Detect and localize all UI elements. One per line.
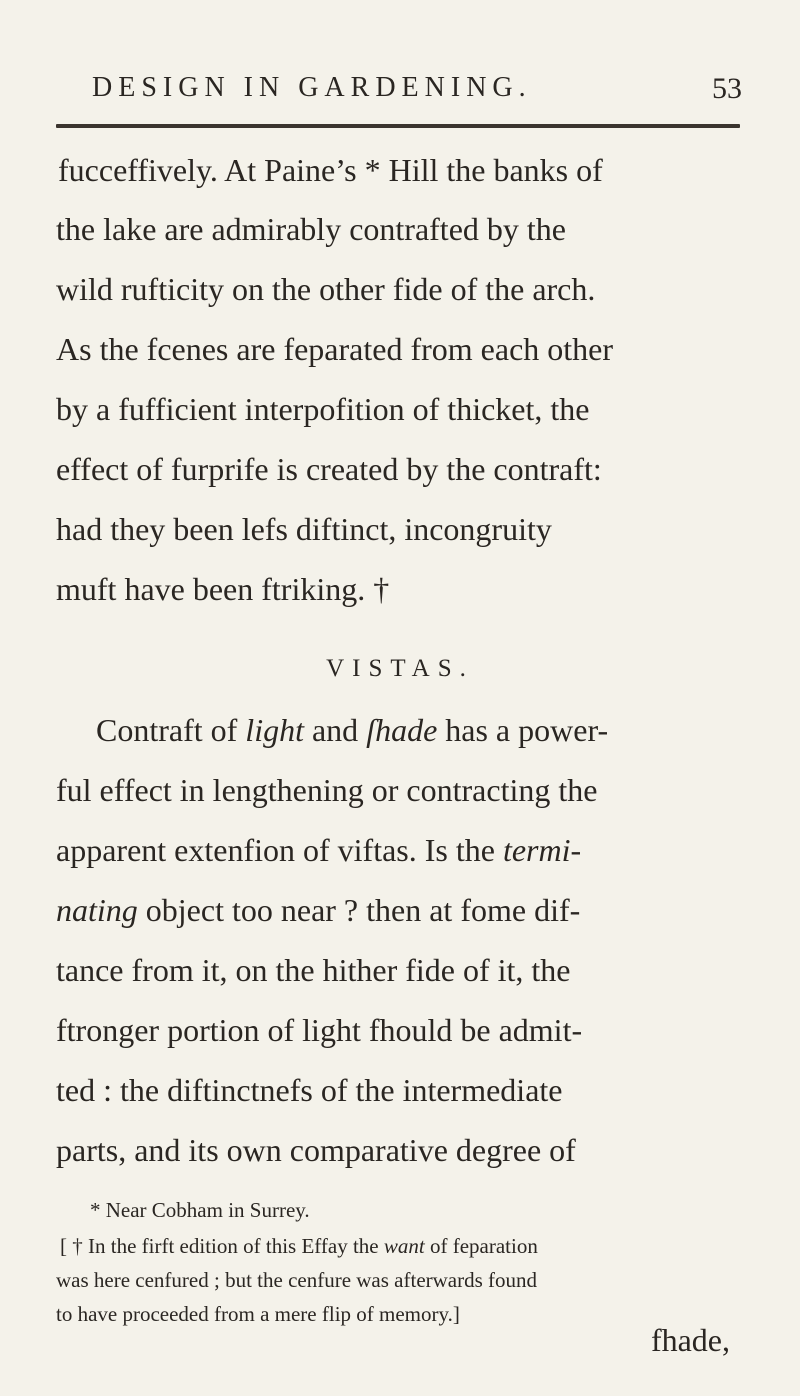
text-run: object too near ? then at fome dif- [137, 892, 581, 928]
page-number: 53 [712, 72, 742, 105]
italic-text: ſhade [366, 712, 438, 748]
section-line [56, 770, 597, 810]
text-run: Contraft of [96, 712, 246, 748]
text-run: * Near Cobham in Surrey. [90, 1198, 310, 1222]
section-line [56, 830, 581, 870]
header-rule [56, 124, 740, 128]
italic-text: nating [56, 892, 138, 928]
section-line [56, 1070, 562, 1110]
body-line: had they been lefs diftinct, incongruity [56, 511, 552, 547]
text-run: parts, and its own comparative degree of [56, 1132, 576, 1168]
running-head [92, 72, 742, 112]
text-run: and [303, 712, 367, 748]
running-title: DESIGN IN GARDENING. [92, 72, 532, 103]
text-run: was here cenfured ; but the cenfure was afterwards found [56, 1268, 538, 1292]
body-line: fucceffively. At Paine’s * Hill the banks of [58, 152, 603, 188]
italic-text: termi- [502, 832, 582, 868]
text-run: apparent extenfion of viftas. Is the [56, 832, 503, 868]
body-line: wild rufticity on the other fide of the arch. [56, 271, 596, 307]
body-line: As the fcenes are feparated from each other [56, 331, 614, 367]
footnote-line [56, 1300, 460, 1328]
text-run: ftronger portion of light fhould be admit- [56, 1012, 583, 1048]
text-run: ful effect in lengthening or contracting the [56, 772, 598, 808]
body-line: the lake are admirably contrafted by the [56, 211, 566, 247]
body-line: by a fufficient interpofition of thicket, the [56, 391, 590, 427]
text-run: to have proceeded from a mere flip of memory.] [56, 1302, 460, 1326]
italic-text: want [383, 1234, 425, 1258]
text-run: of feparation [424, 1234, 538, 1258]
footnote-line [60, 1232, 538, 1260]
text-run: ted : the diftinctnefs of the intermediate [56, 1072, 563, 1108]
section-line [56, 1130, 576, 1170]
text-run: tance from it, on the hither fide of it, the [56, 952, 571, 988]
section-line [56, 1010, 582, 1050]
section-heading: VISTAS. [326, 655, 474, 682]
catchword: fhade, [650, 1322, 730, 1358]
body-line: effect of furprife is created by the contraft: [56, 451, 602, 487]
section-line [96, 710, 608, 750]
footnote-line [90, 1196, 310, 1224]
footnote-line [56, 1266, 537, 1294]
section-line [56, 950, 571, 990]
body-line: muft have been ftriking. † [56, 571, 390, 607]
text-run: has a power- [437, 712, 609, 748]
section-line [56, 890, 580, 930]
italic-text: light [245, 712, 304, 748]
text-run: [ † In the firft edition of this Effay the [60, 1234, 384, 1258]
